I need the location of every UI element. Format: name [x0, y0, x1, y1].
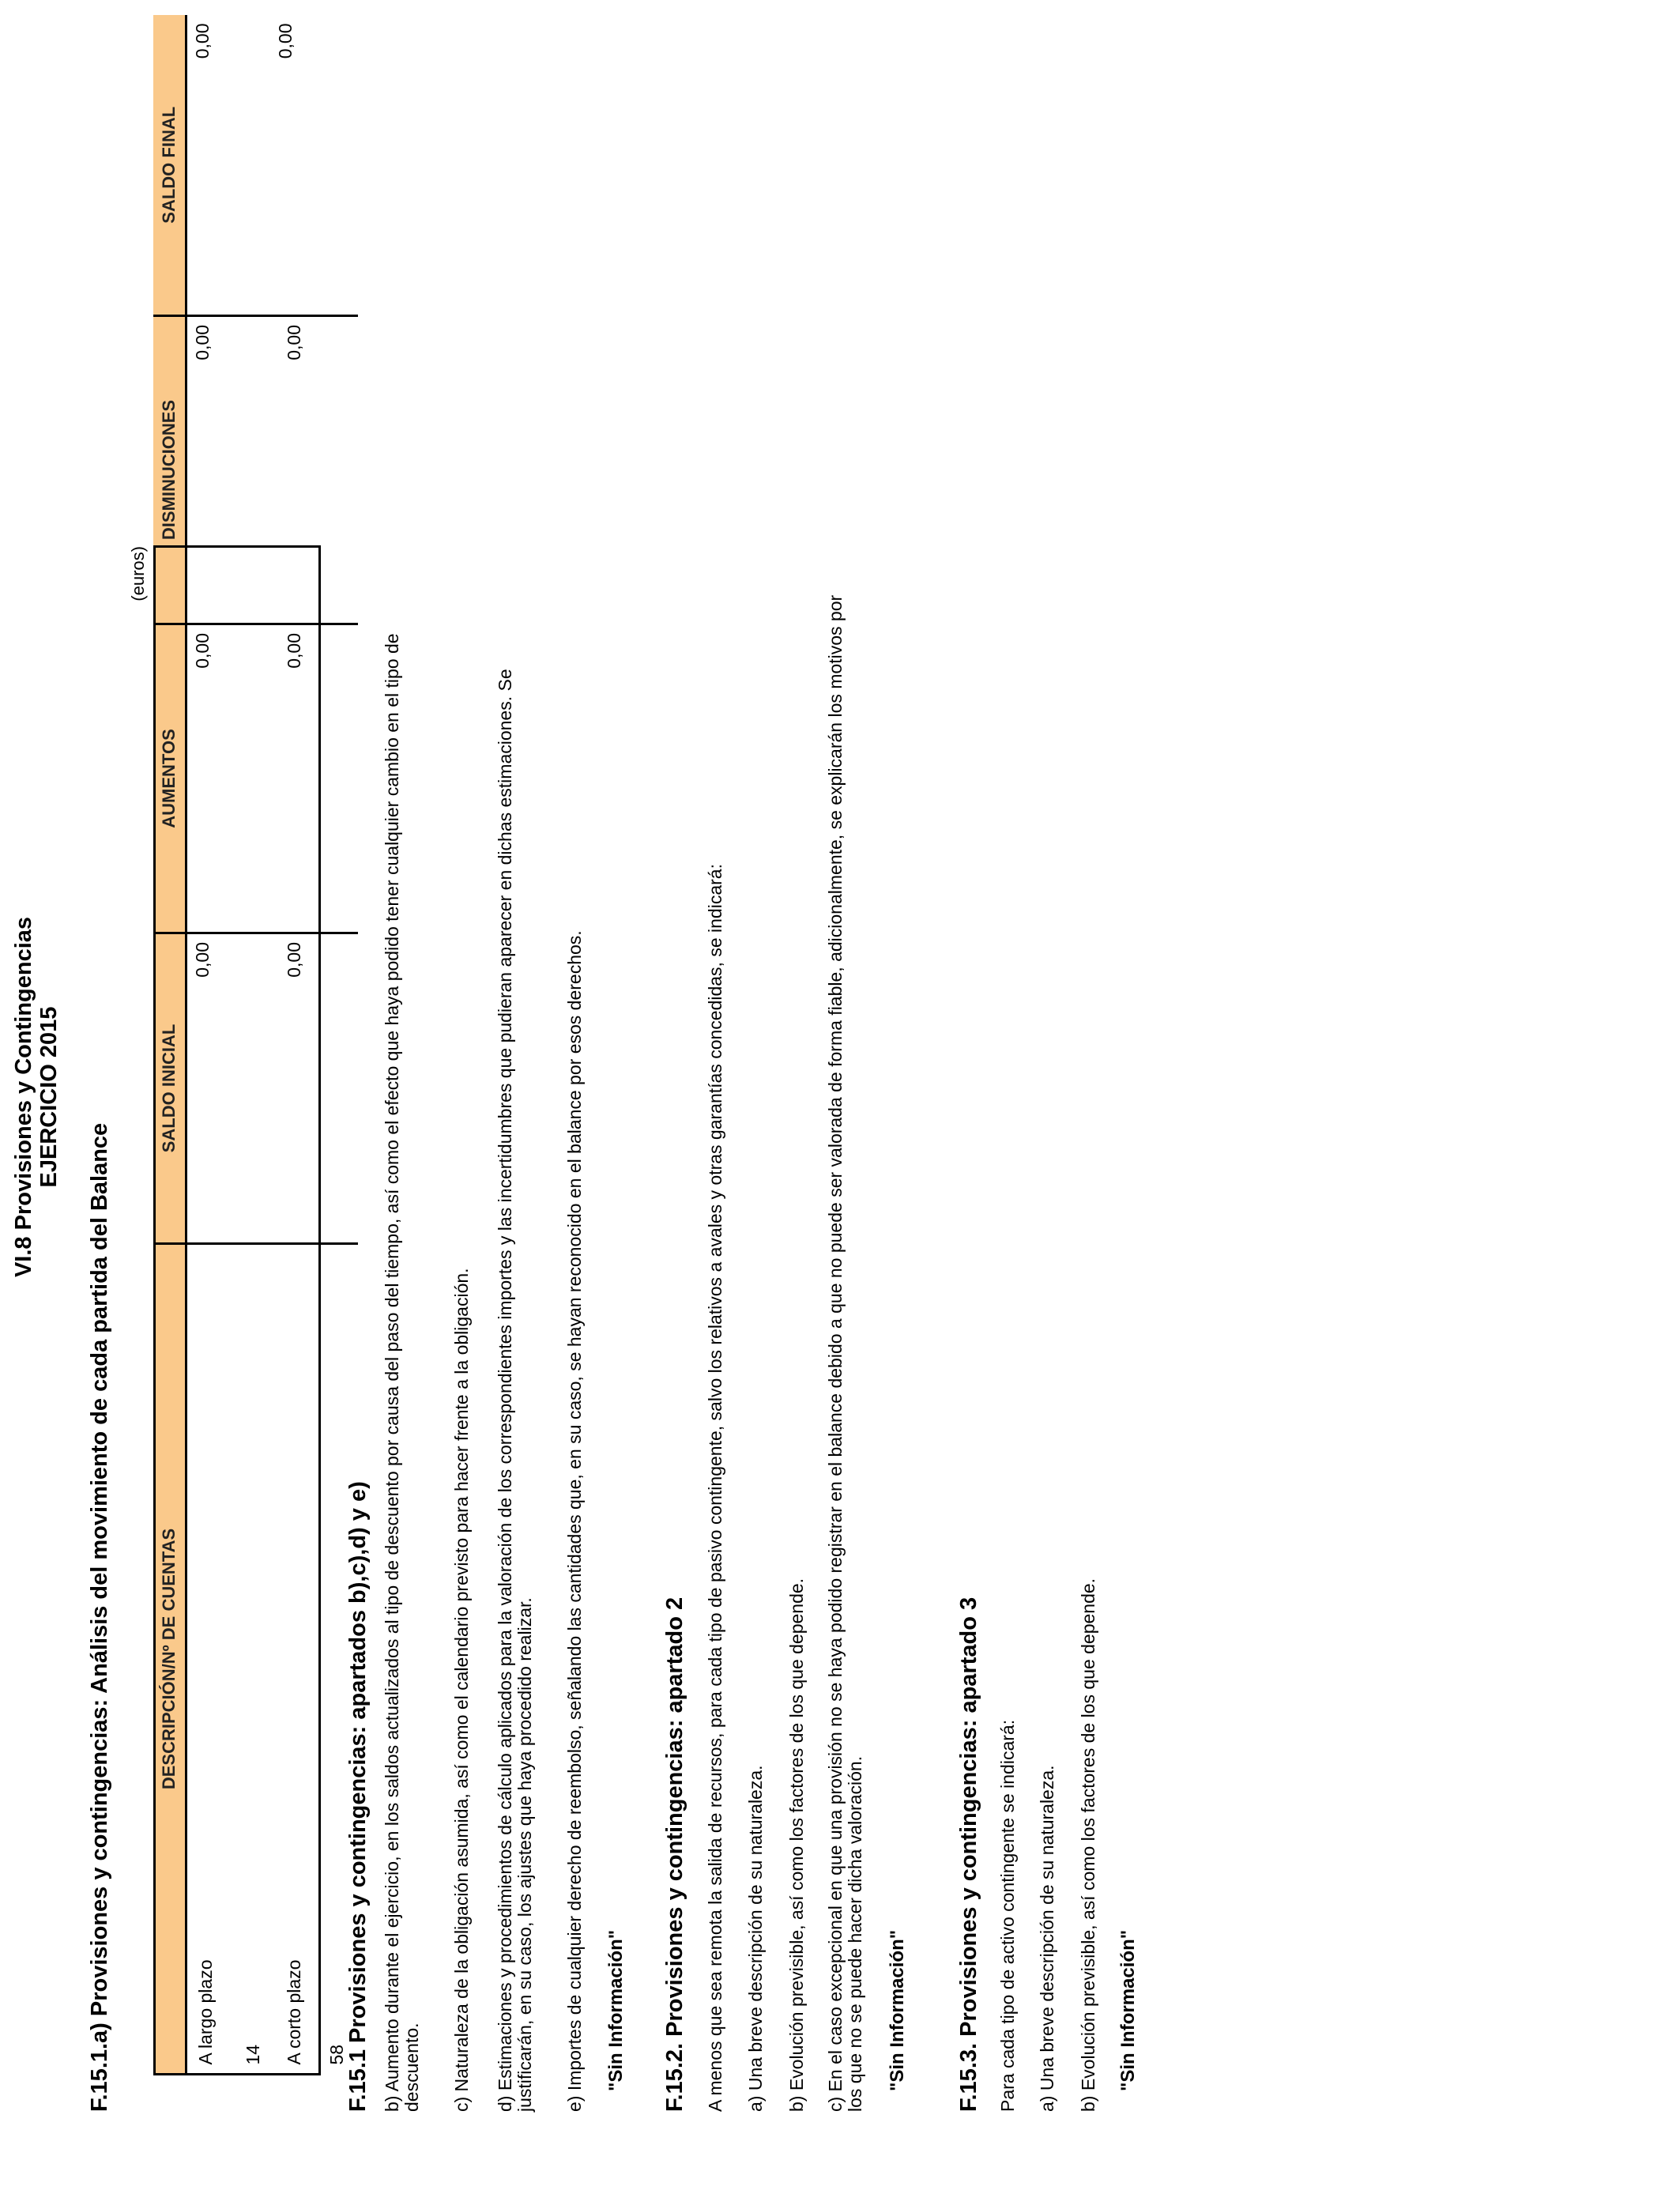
section-f15-1-title: F.15.1 Provisiones y contingencias: apartados b),c),d) y e) — [345, 1481, 371, 2112]
s1-item-b-line1: b) Aumento durante el ejercicio, en los saldos actualizados al tipo de descuento por causa del paso del tiempo, así como el efecto que haya podido tener cualquier cambio en el tipo de — [382, 633, 402, 2112]
s1-sin-informacion: "Sin Información" — [605, 1929, 627, 2091]
col-header-saldo-inicial: SALDO INICIAL — [153, 933, 186, 1244]
movement-table — [153, 16, 358, 2076]
s2-item-c-line1: c) En el caso excepcional en que una provisión no se haya podido registrar en el balance debido a que no puede ser valorada de forma fiable, adicionalmente, se explicarán los motivos por — [825, 594, 846, 2112]
row-description: A largo plazo — [195, 1959, 216, 2065]
cell-disminuciones: 0,00 — [186, 316, 280, 624]
s2-intro: A menos que sea remota la salida de recursos, para cada tipo de pasivo contingente, salvo los relativos a avales y otras garantías concedidas, se indicará: — [705, 864, 725, 2112]
s2-item-c-line2: los que no se puede hacer dicha valoración. — [845, 1755, 865, 2112]
row-description: A corto plazo — [284, 1959, 304, 2065]
cell-disminuciones: 0,00 — [279, 316, 358, 624]
s3-item-b: b) Evolución previsible, así como los factores de los que depende. — [1078, 1578, 1098, 2112]
col-header-aumentos: AUMENTOS — [153, 624, 186, 933]
cell-saldo-final-row1: 0,00 — [192, 23, 213, 59]
col-header-descripcion: DESCRIPCIÓN/Nº DE CUENTAS — [153, 1244, 186, 2075]
s3-sin-informacion: "Sin Información" — [1117, 1929, 1139, 2091]
cell-saldo-final — [186, 16, 359, 316]
row-account-code: 14 — [243, 2044, 263, 2065]
row-account-code: 58 — [326, 2044, 347, 2065]
s2-sin-informacion: "Sin Información" — [887, 1929, 908, 2091]
section-f15-2-title: F.15.2. Provisiones y contingencias: apartado 2 — [662, 1596, 687, 2112]
table-row — [186, 16, 240, 2075]
cell-aumentos: 0,00 — [186, 624, 280, 933]
s3-intro: Para cada tipo de activo contingente se indicará: — [997, 1719, 1018, 2112]
units-label: (euros) — [128, 546, 148, 601]
section-f15-3-title: F.15.3. Provisiones y contingencias: apartado 3 — [956, 1596, 981, 2112]
s1-item-e: e) Importes de cualquier derecho de reembolso, señalando las cantidades que, en su caso, se hayan reconocido en el balance por esos derechos. — [564, 930, 585, 2112]
page-subtitle: EJERCICIO 2015 — [36, 1006, 62, 1188]
page-title: VI.8 Provisiones y Contingencias — [11, 916, 36, 1278]
cell-saldo-inicial: 0,00 — [279, 933, 358, 1244]
cell-aumentos: 0,00 — [279, 624, 358, 933]
s1-item-d-line1: d) Estimaciones y procedimientos de cálculo aplicados para la valoración de los correspondientes importes y las incertidumbres que pudieran aparecer en dichas estimaciones. Se — [495, 669, 515, 2112]
cell-saldo-inicial: 0,00 — [186, 933, 280, 1244]
s2-item-b: b) Evolución previsible, así como los factores de los que depende. — [786, 1578, 807, 2112]
cell-saldo-final-row2: 0,00 — [275, 23, 296, 59]
s3-item-a: a) Una breve descripción de su naturaleza. — [1037, 1765, 1057, 2112]
s2-item-a: a) Una breve descripción de su naturaleza. — [745, 1765, 766, 2112]
table-header-row — [153, 16, 186, 2075]
s1-item-c: c) Naturaleza de la obligación asumida, así como el calendario previsto para hacer frente a la obligación. — [451, 1268, 472, 2112]
table-row — [279, 16, 323, 2075]
col-header-saldo-final: SALDO FINAL — [153, 16, 186, 316]
s1-item-d-line2: justificarán, en su caso, los ajustes que haya procedido realizar. — [514, 1597, 535, 2112]
table-section-title: F.15.1.a) Provisiones y contingencias: Análisis del movimiento de cada partida del Balance — [87, 1122, 112, 2112]
s1-item-b-line2: descuento. — [401, 2022, 422, 2112]
col-header-disminuciones: DISMINUCIONES — [153, 316, 186, 624]
